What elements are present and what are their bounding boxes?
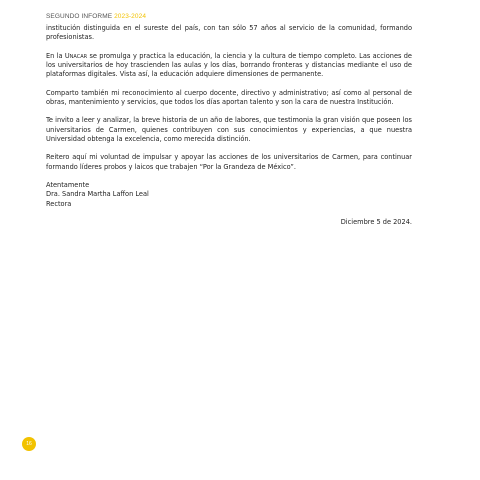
running-header: [46, 13, 146, 20]
header-title: SEGUNDO INFORME: [46, 13, 113, 20]
letter-date: Diciembre 5 de 2024.: [340, 218, 412, 227]
signer-role: Rectora: [46, 199, 72, 208]
header-years: 2023-2024: [114, 13, 147, 20]
paragraph-1: institución distinguida en el sureste del país, con tan sólo 57 años al servicio de la comunidad, formando profesionistas.: [46, 24, 412, 42]
paragraph-4: Te invito a leer y analizar, la breve historia de un año de labores, que testimonia la gran visión que poseen los universitarios de Carmen, quienes contribuyen con sus conocimientos y experiencias, a que nuestra Universidad obtenga la excelencia, como merecida distinción.: [46, 116, 412, 144]
signature-block: [46, 181, 412, 209]
paragraph-2: En la Unacar se promulga y practica la educación, la ciencia y la cultura de tiempo completo. Las acciones de los universitarios de hoy trascienden las aulas y los días, borrando fronteras y distancias mediante el uso de plataformas digitales. Vista así, la educación adquiere dimensiones de permanente.: [46, 51, 412, 79]
paragraph-5: Reitero aquí mi voluntad de impulsar y apoyar las acciones de los universitarios de Carmen, para continuar formando líderes probos y laicos que trabajen “Por la Grandeza de México”.: [46, 153, 412, 171]
page-number-badge: 16: [22, 437, 36, 451]
signer-name: Dra. Sandra Martha Laffon Leal: [46, 190, 149, 199]
paragraph-3: Comparto también mi reconocimiento al cuerpo docente, directivo y administrativo; así como al personal de obras, mantenimiento y servicios, que todos los días aportan talento y son la cara de nuestra Institución.: [46, 88, 412, 107]
letter-body: [46, 24, 412, 228]
closing-text: Atentamente: [46, 180, 90, 189]
